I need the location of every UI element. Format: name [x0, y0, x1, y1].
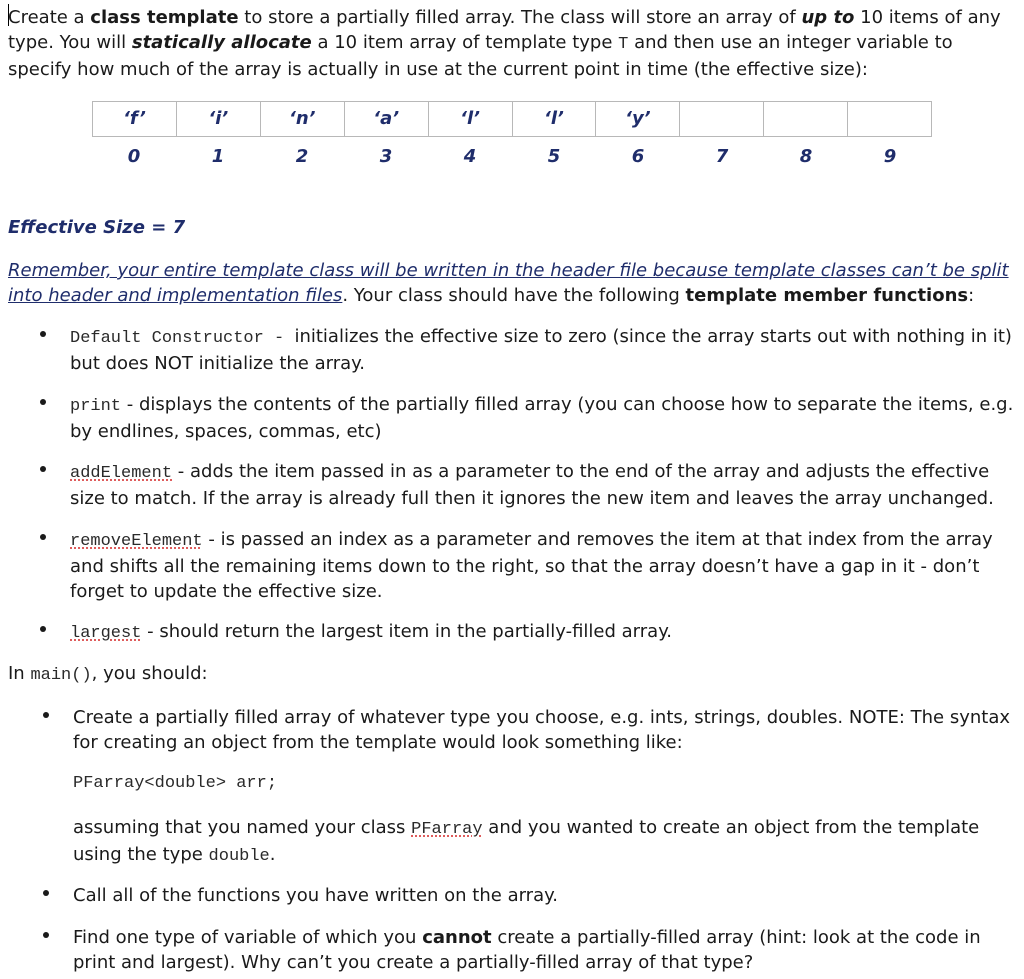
member-text: adds the item passed in as a parameter to the end of the array and adjusts the effective size to match. If the array is already full then it ignores the new item and leaves the array unchanged.: [70, 461, 994, 509]
statically-allocate-term: statically allocate: [131, 32, 312, 53]
array-index: 7: [715, 146, 729, 167]
intro-paragraph: [8, 5, 1016, 82]
assuming-text-b: and you wanted to create an object from the template using the type: [73, 817, 980, 865]
cannot-term: cannot: [422, 927, 492, 948]
main-item-find: [73, 925, 1016, 975]
assuming-text-a: assuming that you named your class: [73, 817, 412, 838]
type-t-code: T: [618, 35, 629, 54]
assuming-paragraph: [73, 815, 1016, 869]
member-sep: -: [172, 461, 190, 482]
intro-text-4: a 10 item array of template type: [311, 32, 619, 53]
member-sep: -: [202, 529, 221, 550]
bullet-icon: [40, 534, 46, 540]
member-sep: -: [121, 394, 139, 415]
array-diagram: [92, 101, 932, 171]
bullet-icon: [43, 890, 49, 896]
bullet-icon: [40, 331, 46, 337]
remember-rest: . Your class should have the following: [342, 285, 686, 306]
member-code: largest: [70, 624, 142, 643]
class-template-term: class template: [90, 7, 239, 28]
up-to-term: up to: [801, 7, 855, 28]
array-index: 2: [295, 146, 309, 167]
intro-text-3: 10 items of any type. You will: [8, 7, 1001, 53]
bullet-icon: [43, 932, 49, 938]
pfarray-code: PFarray: [411, 820, 483, 839]
member-item-print: [70, 392, 1016, 444]
main-code: main(): [30, 666, 92, 685]
bullet-icon: [40, 399, 46, 405]
intro-cap: C: [8, 7, 21, 28]
in-main-heading: [8, 661, 1016, 688]
bullet-icon: [40, 466, 46, 472]
in-main-pre: In: [8, 663, 31, 684]
assuming-end: .: [269, 844, 276, 865]
intro-text-2: to store a partially filled array. The class will store an array of: [238, 7, 802, 28]
array-cell: [764, 102, 848, 136]
member-item-constructor: [70, 324, 1016, 376]
member-code: Default Constructor: [70, 329, 264, 348]
array-index: 0: [127, 146, 141, 167]
double-code: double: [208, 847, 270, 866]
member-text: displays the contents of the partially filled array (you can choose how to separate the items, e.g. by endlines, spaces, commas, etc): [70, 394, 1014, 442]
find-text-b: create a partially-filled array (hint: look at the code in print and largest). Why can’t you create a partially-filled array of that type?: [73, 927, 981, 973]
member-code: removeElement: [70, 532, 203, 551]
array-index: 8: [799, 146, 813, 167]
remember-paragraph: [8, 258, 1016, 308]
member-item-removeelement: [70, 527, 1016, 604]
array-index: 5: [547, 146, 561, 167]
array-cell: ‘n’: [261, 102, 345, 136]
member-code: print: [70, 397, 122, 416]
array-index: 4: [463, 146, 477, 167]
member-code: addElement: [70, 464, 173, 483]
array-index: 6: [631, 146, 645, 167]
code-example: PFarray<double> arr;: [73, 774, 278, 793]
array-cell: ‘i’: [177, 102, 261, 136]
array-cells: [92, 101, 932, 137]
array-cell: ‘f’: [93, 102, 177, 136]
array-cell: ‘y’: [596, 102, 680, 136]
array-index: 9: [883, 146, 897, 167]
remember-underlined: Remember, your entire template class will be written in the header file because template classes can’t be split into header and implementation files: [8, 260, 1009, 306]
member-text: initializes the effective size to zero (since the array starts out with nothing in it) but does NOT initialize the array.: [70, 326, 1012, 374]
array-cell: ‘l’: [429, 102, 513, 136]
remember-end: :: [968, 285, 975, 306]
intro-text-1: reate a: [20, 7, 91, 28]
array-cell: ‘l’: [513, 102, 597, 136]
array-indices: [92, 143, 932, 171]
effective-size-label: Effective Size = 7: [8, 217, 186, 238]
member-item-largest: [70, 619, 1016, 646]
member-sep: -: [263, 329, 295, 348]
array-index: 1: [211, 146, 225, 167]
array-index: 3: [379, 146, 393, 167]
main-item-create: [73, 705, 1016, 755]
array-cell: [848, 102, 931, 136]
intro-text-5: and then use an integer variable to specify how much of the array is actually in use at the current point in time (the effective size):: [8, 32, 953, 80]
main-item-text: Create a partially filled array of whatever type you choose, e.g. ints, strings, doubles. NOTE: The syntax for creating an object from the template would look something like:: [73, 707, 1011, 753]
bullet-icon: [43, 712, 49, 718]
array-cell: ‘a’: [345, 102, 429, 136]
find-text-a: Find one type of variable of which you: [73, 927, 423, 948]
member-item-addelement: [70, 459, 1016, 511]
bullet-icon: [40, 626, 46, 632]
member-text: should return the largest item in the partially-filled array.: [159, 621, 672, 642]
member-text: is passed an index as a parameter and removes the item at that index from the array and shifts all the remaining items down to the right, so that the array doesn’t have a gap in it - don’t forget to update the effective size.: [70, 529, 993, 602]
member-sep: -: [141, 621, 160, 642]
main-item-call: Call all of the functions you have written on the array.: [73, 885, 558, 906]
in-main-post: , you should:: [91, 663, 208, 684]
template-member-functions-term: template member functions: [685, 285, 969, 306]
array-cell: [680, 102, 764, 136]
